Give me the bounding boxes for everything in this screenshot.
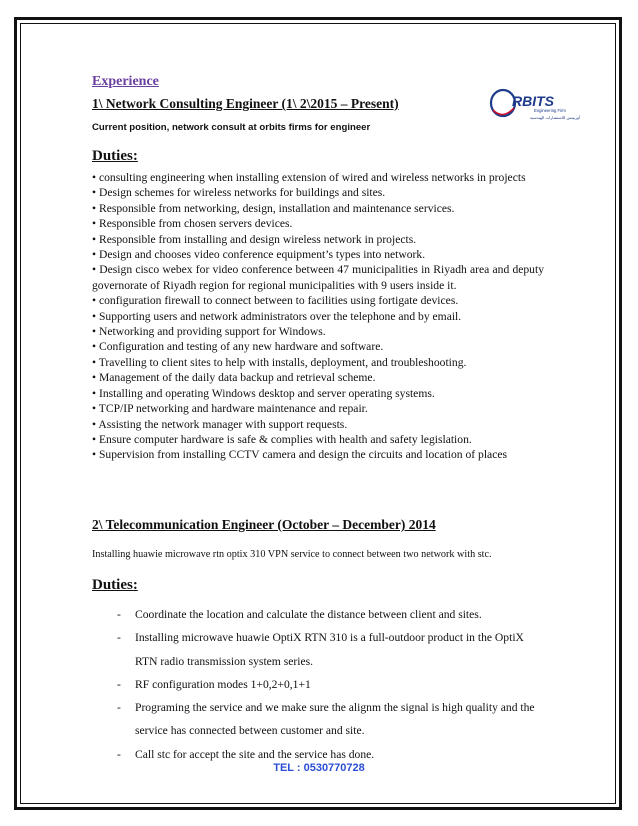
dash-marker: - <box>117 608 121 621</box>
list-item: • Supervision from installing CCTV camera and design the circuits and location of places <box>92 448 508 462</box>
list-item: • TCP/IP networking and hardware maintenance and repair. <box>92 402 368 416</box>
list-item: • Responsible from networking, design, installation and maintenance services. <box>92 201 455 215</box>
list-item <box>117 673 547 696</box>
list-item: • Networking and providing support for Windows. <box>92 325 326 339</box>
logo-arabic-text: أوربيتس للاستشارات الهندسية <box>530 115 581 120</box>
list-item: • Design cisco webex for video conference between 47 municipalities in Riyadh area and deputy governorate of Riyadh region for regional municipalities with 9 users inside it. <box>92 263 544 292</box>
list-item: • configuration firewall to connect between to facilities using fortigate devices. <box>92 294 459 308</box>
list-item <box>117 603 547 626</box>
list-item: • Installing and operating Windows desktop and server operating systems. <box>92 386 435 400</box>
list-item: • Configuration and testing of any new hardware and software. <box>92 340 384 354</box>
logo-text: RBITS <box>512 93 554 109</box>
job1-duties-list <box>92 170 544 463</box>
list-item <box>117 696 547 743</box>
list-item-text: Programing the service and we make sure the alignm the signal is high quality and the service has connected between customer and site. <box>135 701 535 738</box>
list-item: • Responsible from installing and design wireless network in projects. <box>92 232 417 246</box>
list-item: • consulting engineering when installing extension of wired and wireless networks in projects <box>92 171 526 184</box>
list-item: • Management of the daily data backup and retrieval scheme. <box>92 371 376 385</box>
dash-marker: - <box>117 677 121 691</box>
duties-heading-1: Duties: <box>92 148 138 164</box>
list-item-text: Coordinate the location and calculate the distance between client and sites. <box>135 608 482 621</box>
list-item: • Supporting users and network administrators over the telephone and by email. <box>92 309 462 323</box>
dash-marker: - <box>117 631 121 645</box>
dash-marker: - <box>117 747 121 761</box>
job2-duties-list <box>117 603 547 766</box>
list-item-text: Call stc for accept the site and the service has done. <box>135 747 375 761</box>
experience-heading: Experience <box>92 74 159 89</box>
job1-title: 1\ Network Consulting Engineer (1\ 2\2015 – Present) <box>92 96 399 111</box>
list-item: • Design and chooses video conference equipment’s types into network. <box>92 248 426 262</box>
list-item-text: Installing microwave huawie OptiX RTN 310 is a full-outdoor product in the OptiX RTN radio transmission system series. <box>135 631 524 668</box>
list-item: • Design schemes for wireless networks for buildings and sites. <box>92 186 386 200</box>
footer-telephone: TEL : 0530770728 <box>273 762 365 774</box>
current-position: Current position, network consult at orbits firms for engineer <box>92 122 371 133</box>
list-item: • Assisting the network manager with support requests. <box>92 417 348 431</box>
list-item-text: RF configuration modes 1+0,2+0,1+1 <box>135 677 311 691</box>
job2-description: Installing huawie microwave rtn optix 310 VPN service to connect between two network with stc. <box>92 549 492 560</box>
logo-subtext: Engineering Firm <box>534 108 566 113</box>
list-item: • Travelling to client sites to help with installs, deployment, and troubleshooting. <box>92 355 467 369</box>
dash-marker: - <box>117 701 121 715</box>
job2-title: 2\ Telecommunication Engineer (October – December) 2014 <box>92 517 436 532</box>
list-item: • Ensure computer hardware is safe & complies with health and safety legislation. <box>92 432 472 446</box>
duties-heading-2: Duties: <box>92 577 138 593</box>
list-item <box>117 626 547 673</box>
list-item: • Responsible from chosen servers devices. <box>92 217 293 231</box>
orbits-logo <box>490 88 581 122</box>
